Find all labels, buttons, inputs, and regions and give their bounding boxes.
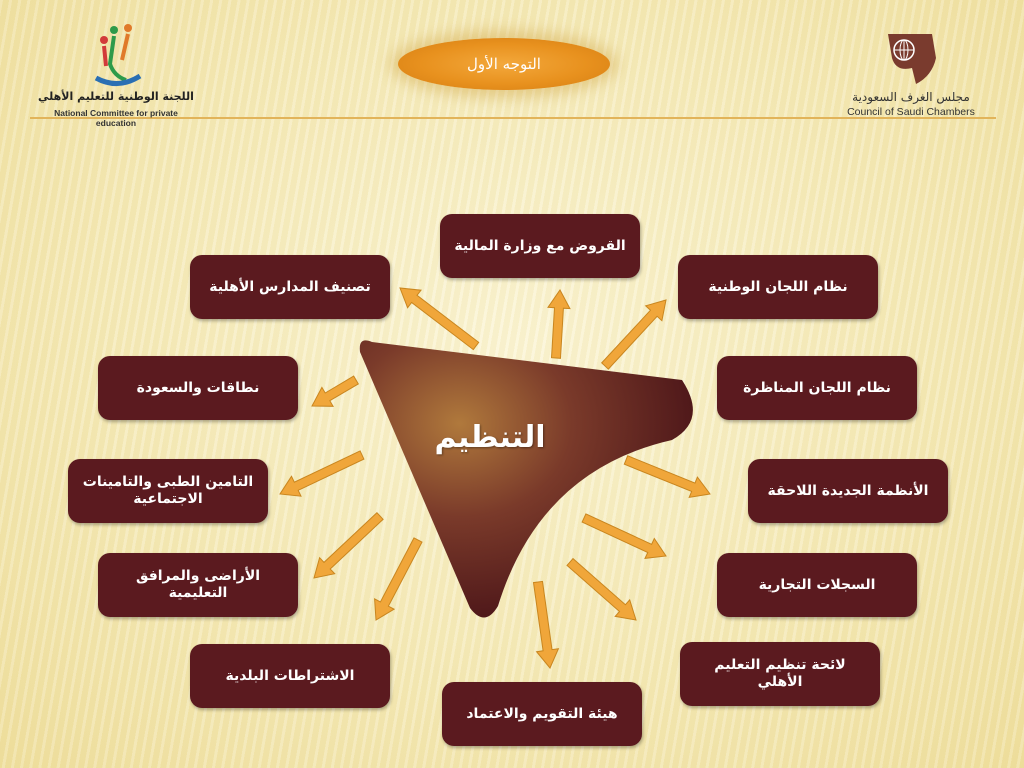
arrow-6 bbox=[314, 513, 383, 578]
arrow-3 bbox=[602, 300, 666, 369]
arrow-7 bbox=[375, 538, 422, 620]
node-counterpart-committees: نظام اللجان المناظرة bbox=[717, 356, 917, 420]
right-logo-english-name: Council of Saudi Chambers bbox=[847, 106, 975, 118]
left-logo-arabic-name: اللجنة الوطنية للتعليم الأهلي bbox=[38, 90, 194, 103]
arrow-1 bbox=[400, 288, 479, 350]
center-shape bbox=[360, 340, 693, 617]
page-title: التوجه الأول bbox=[467, 55, 541, 73]
arrow-10 bbox=[567, 559, 636, 620]
arrow-4 bbox=[312, 376, 358, 406]
node-private-education-bylaw: لائحة تنظيم التعليم الأهلي bbox=[680, 642, 880, 706]
right-logo-arabic-name: مجلس الغرف السعودية bbox=[852, 90, 970, 104]
node-nitaqat: نطاقات والسعودة bbox=[98, 356, 298, 420]
node-national-committees: نظام اللجان الوطنية bbox=[678, 255, 878, 319]
node-new-regulations: الأنظمة الجديدة اللاحقة bbox=[748, 459, 948, 523]
node-school-classification: تصنيف المدارس الأهلية bbox=[190, 255, 390, 319]
arrow-8 bbox=[624, 456, 710, 498]
arrow-5 bbox=[280, 451, 364, 496]
center-label: التنظيم bbox=[434, 420, 546, 455]
node-finance-loans: القروض مع وزارة المالية bbox=[440, 214, 640, 278]
arrow-9 bbox=[582, 514, 666, 559]
node-evaluation-accreditation: هيئة التقويم والاعتماد bbox=[442, 682, 642, 746]
left-logo-english-name: National Committee for private education bbox=[54, 108, 178, 128]
node-municipal-requirements: الاشتراطات البلدية bbox=[190, 644, 390, 708]
node-insurance: التامين الطبى والتامينات الاجتماعية bbox=[68, 459, 268, 523]
node-land-facilities: الأراضى والمرافق التعليمية bbox=[98, 553, 298, 617]
node-commercial-registers: السجلات التجارية bbox=[717, 553, 917, 617]
arrow-11 bbox=[534, 581, 559, 668]
arrow-2 bbox=[548, 290, 570, 358]
